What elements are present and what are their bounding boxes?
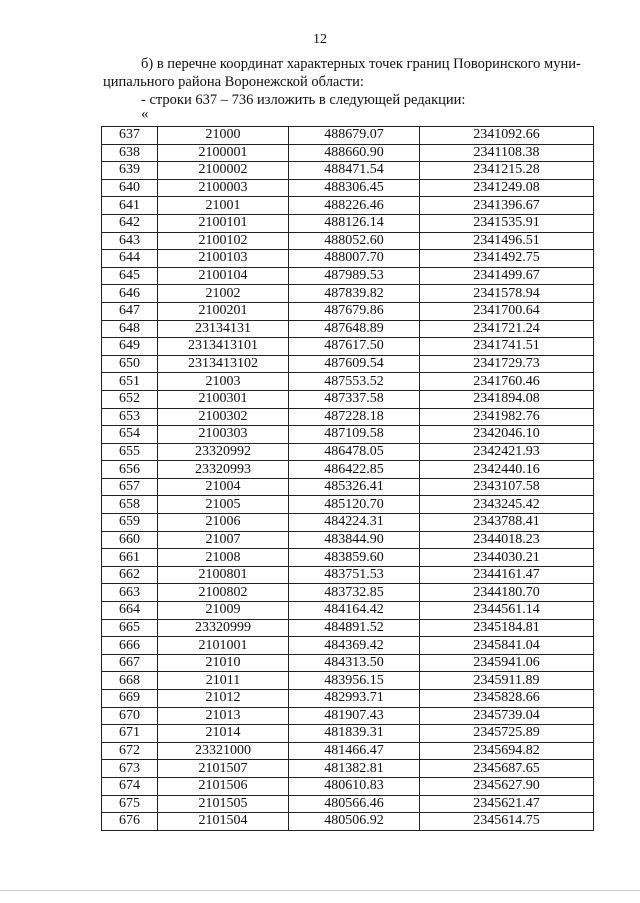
table-row [102, 637, 594, 655]
y-coordinate-cell: 2345694.82 [420, 742, 594, 760]
page-bottom-edge [0, 890, 640, 891]
x-coordinate-cell: 481839.31 [289, 725, 420, 743]
y-coordinate-cell: 2341092.66 [420, 127, 594, 145]
x-coordinate-cell: 487839.82 [289, 285, 420, 303]
row-number-cell: 673 [102, 760, 158, 778]
point-id-cell: 2100001 [158, 144, 289, 162]
table-row [102, 214, 594, 232]
y-coordinate-cell: 2345614.75 [420, 813, 594, 831]
row-number-cell: 672 [102, 742, 158, 760]
point-id-cell: 2100101 [158, 214, 289, 232]
x-coordinate-cell: 487617.50 [289, 338, 420, 356]
point-id-cell: 2100201 [158, 302, 289, 320]
x-coordinate-cell: 485326.41 [289, 478, 420, 496]
point-id-cell: 21006 [158, 514, 289, 532]
y-coordinate-cell: 2341982.76 [420, 408, 594, 426]
table-row [102, 672, 594, 690]
row-number-cell: 675 [102, 795, 158, 813]
table-row [102, 531, 594, 549]
row-number-cell: 638 [102, 144, 158, 162]
table-row [102, 496, 594, 514]
row-number-cell: 669 [102, 690, 158, 708]
table-row [102, 232, 594, 250]
y-coordinate-cell: 2341700.64 [420, 302, 594, 320]
x-coordinate-cell: 480610.83 [289, 777, 420, 795]
x-coordinate-cell: 484891.52 [289, 619, 420, 637]
point-id-cell: 2100802 [158, 584, 289, 602]
row-number-cell: 668 [102, 672, 158, 690]
y-coordinate-cell: 2345941.06 [420, 654, 594, 672]
x-coordinate-cell: 488226.46 [289, 197, 420, 215]
table-row [102, 777, 594, 795]
row-number-cell: 655 [102, 443, 158, 461]
point-id-cell: 2100102 [158, 232, 289, 250]
x-coordinate-cell: 487648.89 [289, 320, 420, 338]
y-coordinate-cell: 2341492.75 [420, 250, 594, 268]
point-id-cell: 21010 [158, 654, 289, 672]
y-coordinate-cell: 2341741.51 [420, 338, 594, 356]
x-coordinate-cell: 484224.31 [289, 514, 420, 532]
row-number-cell: 664 [102, 602, 158, 620]
y-coordinate-cell: 2344030.21 [420, 549, 594, 567]
y-coordinate-cell: 2344180.70 [420, 584, 594, 602]
point-id-cell: 2313413101 [158, 338, 289, 356]
row-number-cell: 663 [102, 584, 158, 602]
y-coordinate-cell: 2342440.16 [420, 461, 594, 479]
point-id-cell: 21014 [158, 725, 289, 743]
row-number-cell: 637 [102, 127, 158, 145]
table-row [102, 408, 594, 426]
point-id-cell: 21009 [158, 602, 289, 620]
y-coordinate-cell: 2341215.28 [420, 162, 594, 180]
row-number-cell: 654 [102, 426, 158, 444]
table-row [102, 443, 594, 461]
row-number-cell: 650 [102, 355, 158, 373]
row-number-cell: 639 [102, 162, 158, 180]
table-row [102, 478, 594, 496]
row-number-cell: 676 [102, 813, 158, 831]
table-row [102, 690, 594, 708]
table-row [102, 250, 594, 268]
row-number-cell: 651 [102, 373, 158, 391]
y-coordinate-cell: 2343107.58 [420, 478, 594, 496]
x-coordinate-cell: 483844.90 [289, 531, 420, 549]
row-number-cell: 659 [102, 514, 158, 532]
y-coordinate-cell: 2345828.66 [420, 690, 594, 708]
row-number-cell: 644 [102, 250, 158, 268]
y-coordinate-cell: 2344561.14 [420, 602, 594, 620]
table-row [102, 197, 594, 215]
table-row [102, 267, 594, 285]
row-number-cell: 645 [102, 267, 158, 285]
point-id-cell: 21007 [158, 531, 289, 549]
point-id-cell: 23134131 [158, 320, 289, 338]
table-row [102, 461, 594, 479]
y-coordinate-cell: 2341578.94 [420, 285, 594, 303]
x-coordinate-cell: 486422.85 [289, 461, 420, 479]
x-coordinate-cell: 484164.42 [289, 602, 420, 620]
y-coordinate-cell: 2342421.93 [420, 443, 594, 461]
row-number-cell: 642 [102, 214, 158, 232]
row-number-cell: 643 [102, 232, 158, 250]
row-number-cell: 660 [102, 531, 158, 549]
point-id-cell: 21000 [158, 127, 289, 145]
y-coordinate-cell: 2345627.90 [420, 777, 594, 795]
row-number-cell: 652 [102, 390, 158, 408]
point-id-cell: 2101506 [158, 777, 289, 795]
row-number-cell: 666 [102, 637, 158, 655]
table-row [102, 742, 594, 760]
point-id-cell: 2101505 [158, 795, 289, 813]
table-row [102, 302, 594, 320]
row-number-cell: 661 [102, 549, 158, 567]
row-number-cell: 667 [102, 654, 158, 672]
row-number-cell: 647 [102, 302, 158, 320]
point-id-cell: 21011 [158, 672, 289, 690]
row-number-cell: 649 [102, 338, 158, 356]
y-coordinate-cell: 2345687.65 [420, 760, 594, 778]
table-row [102, 514, 594, 532]
y-coordinate-cell: 2341108.38 [420, 144, 594, 162]
point-id-cell: 2101001 [158, 637, 289, 655]
x-coordinate-cell: 488679.07 [289, 127, 420, 145]
point-id-cell: 21008 [158, 549, 289, 567]
table-row [102, 549, 594, 567]
table-row [102, 566, 594, 584]
x-coordinate-cell: 487989.53 [289, 267, 420, 285]
x-coordinate-cell: 487553.52 [289, 373, 420, 391]
x-coordinate-cell: 488126.14 [289, 214, 420, 232]
point-id-cell: 21001 [158, 197, 289, 215]
row-number-cell: 640 [102, 179, 158, 197]
row-number-cell: 662 [102, 566, 158, 584]
y-coordinate-cell: 2341760.46 [420, 373, 594, 391]
x-coordinate-cell: 483732.85 [289, 584, 420, 602]
table-row [102, 654, 594, 672]
x-coordinate-cell: 481907.43 [289, 707, 420, 725]
point-id-cell: 21003 [158, 373, 289, 391]
table-row [102, 320, 594, 338]
table-row [102, 144, 594, 162]
point-id-cell: 2100103 [158, 250, 289, 268]
table-row [102, 813, 594, 831]
y-coordinate-cell: 2341535.91 [420, 214, 594, 232]
point-id-cell: 23320992 [158, 443, 289, 461]
y-coordinate-cell: 2342046.10 [420, 426, 594, 444]
row-number-cell: 657 [102, 478, 158, 496]
y-coordinate-cell: 2341249.08 [420, 179, 594, 197]
table-row [102, 127, 594, 145]
row-number-cell: 646 [102, 285, 158, 303]
y-coordinate-cell: 2345841.04 [420, 637, 594, 655]
table-row [102, 584, 594, 602]
intro-line-1: б) в перечне координат характерных точек границ Поворинского муни- [141, 56, 581, 72]
y-coordinate-cell: 2344018.23 [420, 531, 594, 549]
point-id-cell: 2100003 [158, 179, 289, 197]
point-id-cell: 23320999 [158, 619, 289, 637]
x-coordinate-cell: 487609.54 [289, 355, 420, 373]
x-coordinate-cell: 488007.70 [289, 250, 420, 268]
row-number-cell: 641 [102, 197, 158, 215]
x-coordinate-cell: 484369.42 [289, 637, 420, 655]
table-row [102, 179, 594, 197]
x-coordinate-cell: 483751.53 [289, 566, 420, 584]
table-row [102, 426, 594, 444]
y-coordinate-cell: 2341496.51 [420, 232, 594, 250]
coordinates-table-body [102, 127, 594, 831]
row-number-cell: 653 [102, 408, 158, 426]
table-row [102, 373, 594, 391]
y-coordinate-cell: 2341396.67 [420, 197, 594, 215]
point-id-cell: 2100301 [158, 390, 289, 408]
intro-paragraph [103, 55, 595, 109]
x-coordinate-cell: 487109.58 [289, 426, 420, 444]
x-coordinate-cell: 480566.46 [289, 795, 420, 813]
point-id-cell: 2313413102 [158, 355, 289, 373]
point-id-cell: 2101507 [158, 760, 289, 778]
point-id-cell: 21012 [158, 690, 289, 708]
x-coordinate-cell: 483859.60 [289, 549, 420, 567]
intro-line-2: ципального района Воронежской области: [103, 74, 364, 90]
row-number-cell: 665 [102, 619, 158, 637]
y-coordinate-cell: 2343245.42 [420, 496, 594, 514]
table-row [102, 285, 594, 303]
x-coordinate-cell: 482993.71 [289, 690, 420, 708]
x-coordinate-cell: 485120.70 [289, 496, 420, 514]
y-coordinate-cell: 2345725.89 [420, 725, 594, 743]
y-coordinate-cell: 2341499.67 [420, 267, 594, 285]
table-row [102, 602, 594, 620]
x-coordinate-cell: 487228.18 [289, 408, 420, 426]
x-coordinate-cell: 486478.05 [289, 443, 420, 461]
coordinates-table [101, 126, 594, 831]
point-id-cell: 21013 [158, 707, 289, 725]
point-id-cell: 2100801 [158, 566, 289, 584]
table-row [102, 355, 594, 373]
y-coordinate-cell: 2344161.47 [420, 566, 594, 584]
y-coordinate-cell: 2341721.24 [420, 320, 594, 338]
point-id-cell: 2101504 [158, 813, 289, 831]
y-coordinate-cell: 2341894.08 [420, 390, 594, 408]
table-row [102, 795, 594, 813]
row-number-cell: 670 [102, 707, 158, 725]
point-id-cell: 2100104 [158, 267, 289, 285]
point-id-cell: 23321000 [158, 742, 289, 760]
page-number: 12 [313, 32, 327, 47]
intro-line-3: - строки 637 – 736 изложить в следующей редакции: [141, 92, 466, 108]
x-coordinate-cell: 483956.15 [289, 672, 420, 690]
x-coordinate-cell: 481382.81 [289, 760, 420, 778]
y-coordinate-cell: 2345911.89 [420, 672, 594, 690]
table-row [102, 162, 594, 180]
y-coordinate-cell: 2345621.47 [420, 795, 594, 813]
table-row [102, 390, 594, 408]
x-coordinate-cell: 480506.92 [289, 813, 420, 831]
row-number-cell: 674 [102, 777, 158, 795]
row-number-cell: 658 [102, 496, 158, 514]
x-coordinate-cell: 487679.86 [289, 302, 420, 320]
table-row [102, 725, 594, 743]
x-coordinate-cell: 488660.90 [289, 144, 420, 162]
table-row [102, 760, 594, 778]
x-coordinate-cell: 488471.54 [289, 162, 420, 180]
y-coordinate-cell: 2343788.41 [420, 514, 594, 532]
table-row [102, 338, 594, 356]
point-id-cell: 21002 [158, 285, 289, 303]
x-coordinate-cell: 484313.50 [289, 654, 420, 672]
x-coordinate-cell: 488052.60 [289, 232, 420, 250]
y-coordinate-cell: 2345184.81 [420, 619, 594, 637]
row-number-cell: 656 [102, 461, 158, 479]
point-id-cell: 21004 [158, 478, 289, 496]
point-id-cell: 21005 [158, 496, 289, 514]
table-row [102, 619, 594, 637]
point-id-cell: 23320993 [158, 461, 289, 479]
y-coordinate-cell: 2345739.04 [420, 707, 594, 725]
y-coordinate-cell: 2341729.73 [420, 355, 594, 373]
x-coordinate-cell: 488306.45 [289, 179, 420, 197]
point-id-cell: 2100302 [158, 408, 289, 426]
table-row [102, 707, 594, 725]
row-number-cell: 648 [102, 320, 158, 338]
opening-quote-mark: « [141, 106, 149, 122]
point-id-cell: 2100303 [158, 426, 289, 444]
point-id-cell: 2100002 [158, 162, 289, 180]
x-coordinate-cell: 487337.58 [289, 390, 420, 408]
x-coordinate-cell: 481466.47 [289, 742, 420, 760]
row-number-cell: 671 [102, 725, 158, 743]
